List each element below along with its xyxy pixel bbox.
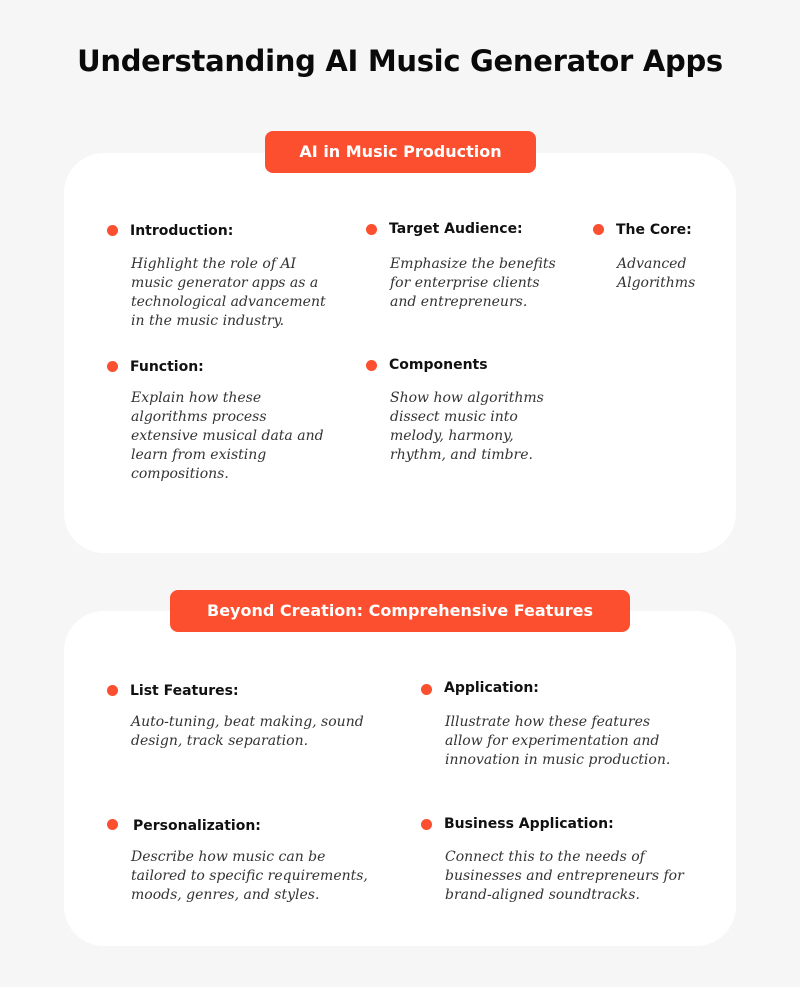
bullet-dot	[421, 684, 432, 695]
item-description: Advanced Algorithms	[617, 256, 696, 291]
bullet-dot	[593, 224, 604, 235]
item-description: Illustrate how these features allow for experimentation and innovation in music production.	[445, 714, 671, 768]
item-heading: Components	[389, 357, 488, 373]
item-heading: Application:	[444, 680, 539, 696]
bullet-dot	[421, 819, 432, 830]
section-card-ai-in-music-production	[64, 153, 736, 553]
item-description: Highlight the role of AI music generator apps as a technological advancement in the music industry.	[131, 256, 326, 329]
section-badge-ai-in-music-production: AI in Music Production	[265, 131, 536, 173]
bullet-dot	[107, 361, 118, 372]
item-heading: List Features:	[130, 683, 239, 699]
page-title: Understanding AI Music Generator Apps	[77, 44, 723, 78]
bullet-dot	[366, 360, 377, 371]
item-heading: Target Audience:	[389, 221, 523, 237]
bullet-dot	[107, 685, 118, 696]
item-description: Explain how these algorithms process extensive musical data and learn from existing compositions.	[131, 390, 324, 482]
bullet-dot	[107, 819, 118, 830]
item-description: Show how algorithms dissect music into melody, harmony, rhythm, and timbre.	[390, 390, 544, 463]
item-heading: The Core:	[616, 222, 692, 238]
item-heading: Function:	[130, 359, 204, 375]
item-description: Emphasize the benefits for enterprise clients and entrepreneurs.	[390, 256, 556, 310]
item-heading: Personalization:	[133, 818, 261, 834]
bullet-dot	[107, 225, 118, 236]
item-heading: Business Application:	[444, 816, 614, 832]
bullet-dot	[366, 224, 377, 235]
section-badge-comprehensive-features: Beyond Creation: Comprehensive Features	[170, 590, 630, 632]
item-description: Describe how music can be tailored to specific requirements, moods, genres, and styles.	[131, 849, 368, 903]
item-heading: Introduction:	[130, 223, 234, 239]
item-description: Connect this to the needs of businesses and entrepreneurs for brand-aligned soundtracks.	[445, 849, 684, 903]
item-description: Auto-tuning, beat making, sound design, track separation.	[131, 714, 364, 749]
